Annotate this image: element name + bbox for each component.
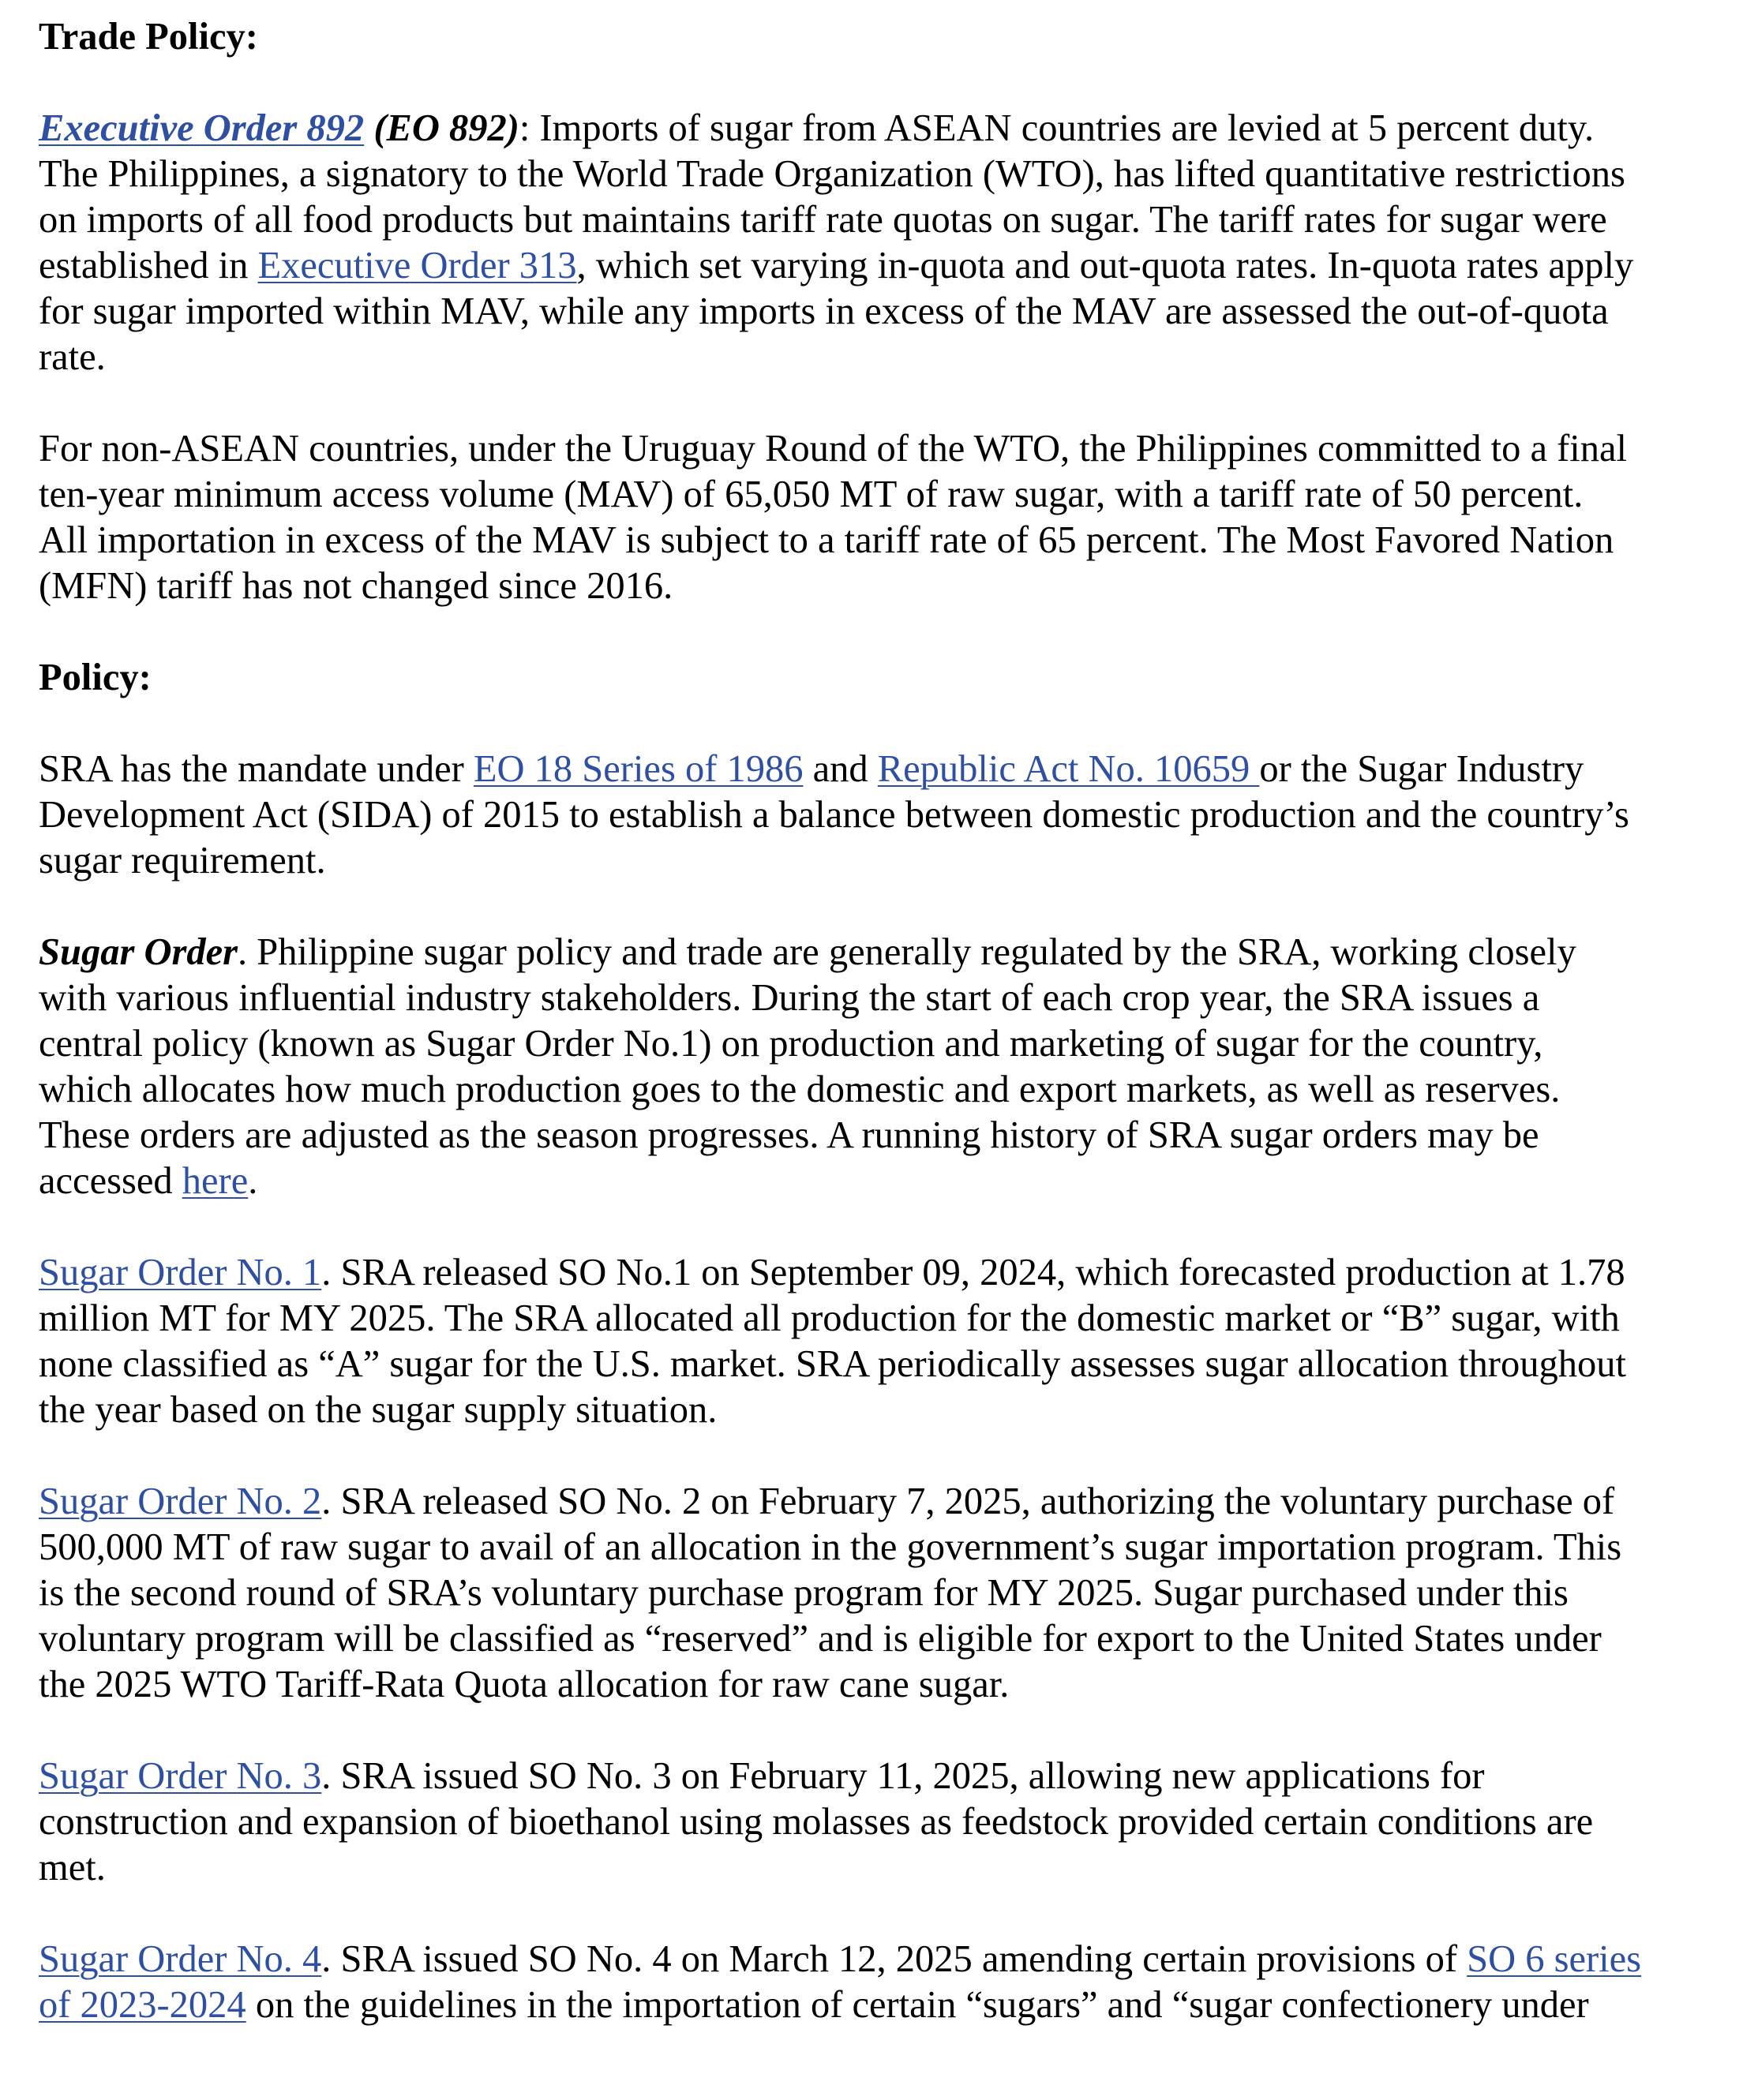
- text-span: .: [248, 1160, 258, 1202]
- text-line: voluntary program will be classified as “reserved” and is eligible for export to the United States under: [39, 1618, 1602, 1660]
- text-line: The Philippines, a signatory to the World Trade Organization (WTO), has lifted quantitative restrictions: [39, 153, 1625, 195]
- sugar-order-2-paragraph: [39, 1479, 1720, 1708]
- text-line: is the second round of SRA’s voluntary purchase program for MY 2025. Sugar purchased under this: [39, 1572, 1569, 1614]
- text-line: For non-ASEAN countries, under the Uruguay Round of the WTO, the Philippines committed to a final: [39, 428, 1627, 470]
- text-line: met.: [39, 1847, 106, 1889]
- eo892-abbreviation: (EO 892): [364, 107, 519, 149]
- text-span: . SRA issued SO No. 3 on February 11, 2025, allowing new applications for: [321, 1755, 1485, 1797]
- text-span: . Philippine sugar policy and trade are generally regulated by the SRA, working closely: [238, 931, 1576, 973]
- text-line: All importation in excess of the MAV is subject to a tariff rate of 65 percent. The Most Favored Nation: [39, 519, 1614, 561]
- text-line: the year based on the sugar supply situation.: [39, 1389, 718, 1431]
- paragraph-gap: [39, 1204, 1720, 1250]
- paragraph-gap: [39, 380, 1720, 426]
- text-line: [39, 747, 1720, 792]
- text-line: on imports of all food products but maintains tariff rate quotas on sugar. The tariff rates for sugar were: [39, 199, 1607, 241]
- sugar-order-3-paragraph: [39, 1754, 1720, 1891]
- text-line: [39, 1250, 1720, 1296]
- document-page: [39, 14, 1720, 2028]
- paragraph-gap: [39, 1708, 1720, 1754]
- trade-policy-paragraph-1: [39, 106, 1720, 380]
- text-line: [39, 1754, 1720, 1799]
- executive-order-892-link[interactable]: Executive Order 892: [39, 107, 365, 149]
- text-line: [39, 1479, 1720, 1525]
- paragraph-gap: [39, 1891, 1720, 1937]
- text-span: accessed: [39, 1160, 182, 1202]
- eo-18-series-1986-link[interactable]: EO 18 Series of 1986: [473, 748, 804, 790]
- text-line: 500,000 MT of raw sugar to avail of an allocation in the government’s sugar importation program. This: [39, 1526, 1622, 1568]
- sugar-order-2-link[interactable]: Sugar Order No. 2: [39, 1480, 322, 1522]
- text-span: , which set varying in-quota and out-quota rates. In-quota rates apply: [576, 245, 1634, 286]
- text-line: [39, 106, 1720, 152]
- paragraph-gap: [39, 1433, 1720, 1479]
- sugar-order-4-link[interactable]: Sugar Order No. 4: [39, 1938, 322, 1980]
- republic-act-10659-link[interactable]: Republic Act No. 10659: [877, 748, 1260, 790]
- text-line: These orders are adjusted as the season progresses. A running history of SRA sugar orders may be: [39, 1114, 1539, 1156]
- trade-policy-paragraph-2: [39, 426, 1720, 609]
- text-line: construction and expansion of bioethanol using molasses as feedstock provided certain conditions are: [39, 1801, 1594, 1843]
- text-line: million MT for MY 2025. The SRA allocated all production for the domestic market or “B” sugar, with: [39, 1297, 1620, 1339]
- text-line: none classified as “A” sugar for the U.S. market. SRA periodically assesses sugar allocation throughout: [39, 1343, 1626, 1385]
- policy-heading: Policy:: [39, 657, 152, 698]
- text-span: . SRA released SO No. 2 on February 7, 2025, authorizing the voluntary purchase of: [321, 1480, 1615, 1522]
- sugar-order-3-link[interactable]: Sugar Order No. 3: [39, 1755, 322, 1797]
- text-span: . SRA issued SO No. 4 on March 12, 2025 amending certain provisions of: [321, 1938, 1467, 1980]
- text-line: the 2025 WTO Tariff-Rata Quota allocation for raw cane sugar.: [39, 1664, 1010, 1705]
- text-line: Development Act (SIDA) of 2015 to establish a balance between domestic production and the country’s: [39, 794, 1629, 836]
- text-line: [39, 1159, 1720, 1204]
- text-span: on the guidelines in the importation of certain “sugars” and “sugar confectionery under: [246, 1984, 1589, 2026]
- text-span: SRA has the mandate under: [39, 748, 474, 790]
- policy-paragraph-mandate: [39, 747, 1720, 884]
- text-line: for sugar imported within MAV, while any imports in excess of the MAV are assessed the out-of-quota: [39, 290, 1609, 332]
- text-span: : Imports of sugar from ASEAN countries are levied at 5 percent duty.: [519, 107, 1595, 149]
- text-line: central policy (known as Sugar Order No.1) on production and marketing of sugar for the country,: [39, 1023, 1543, 1065]
- sugar-order-4-paragraph: [39, 1937, 1720, 2028]
- text-line: with various influential industry stakeholders. During the start of each crop year, the SRA issues a: [39, 977, 1540, 1019]
- text-line: which allocates how much production goes to the domestic and export markets, as well as reserves.: [39, 1069, 1561, 1110]
- text-line: [39, 1937, 1720, 1982]
- text-line: rate.: [39, 336, 106, 378]
- text-line: sugar requirement.: [39, 840, 326, 882]
- text-line: [39, 243, 1720, 289]
- text-span: and: [803, 748, 878, 790]
- text-line: (MFN) tariff has not changed since 2016.: [39, 565, 673, 607]
- trade-policy-heading: Trade Policy:: [39, 16, 258, 58]
- text-line: ten-year minimum access volume (MAV) of 65,050 MT of raw sugar, with a tariff rate of 50 percent.: [39, 474, 1584, 515]
- executive-order-313-link[interactable]: Executive Order 313: [257, 245, 577, 286]
- sugar-order-1-link[interactable]: Sugar Order No. 1: [39, 1252, 322, 1293]
- so-6-series-link[interactable]: SO 6 series: [1467, 1938, 1642, 1980]
- text-span: . SRA released SO No.1 on September 09, 2024, which forecasted production at 1.78: [321, 1252, 1625, 1293]
- text-span: or the Sugar Industry: [1259, 748, 1584, 790]
- paragraph-gap: [39, 60, 1720, 106]
- text-span: established in: [39, 245, 258, 286]
- paragraph-gap: [39, 701, 1720, 747]
- paragraph-gap: [39, 609, 1720, 655]
- sugar-order-paragraph: [39, 930, 1720, 1204]
- text-line: [39, 1982, 1720, 2028]
- text-line: [39, 930, 1720, 975]
- paragraph-gap: [39, 884, 1720, 930]
- sugar-order-label: Sugar Order: [39, 931, 238, 973]
- sugar-order-1-paragraph: [39, 1250, 1720, 1433]
- sugar-orders-history-link[interactable]: here: [182, 1160, 249, 1202]
- so-6-series-link-continued[interactable]: of 2023-2024: [39, 1984, 246, 2026]
